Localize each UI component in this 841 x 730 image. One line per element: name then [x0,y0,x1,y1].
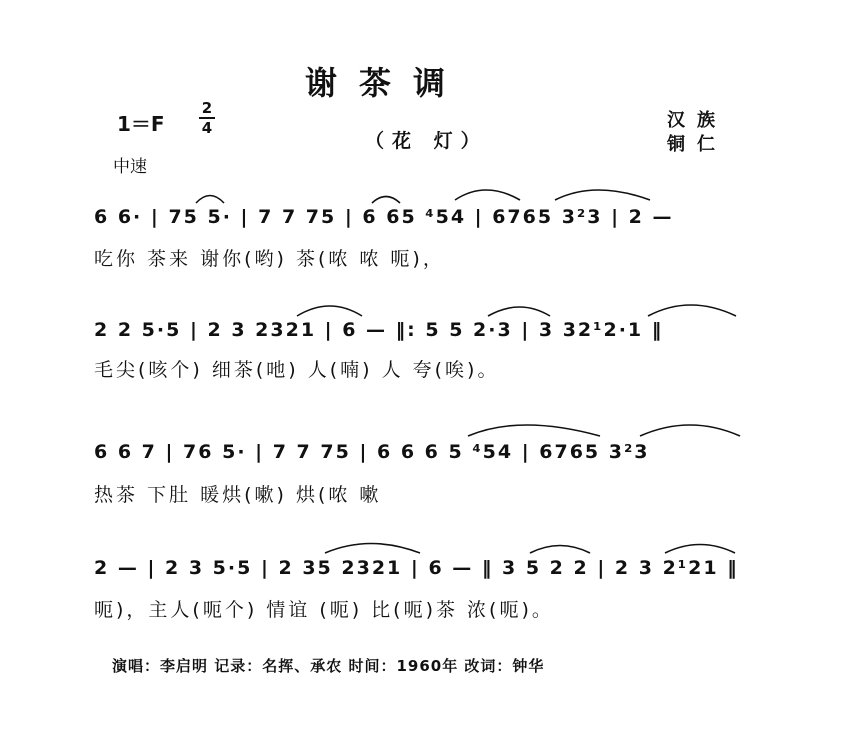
score-line-2-notes: 2 2 5·5 | 2 3 2321 | 6 — ‖: 5 5 2·3 | 3 32¹2·1 ‖ [94,319,664,341]
slur [196,196,224,204]
score-line-4-notes: 2 — | 2 3 5·5 | 2 35 2321 | 6 — ‖ 3 5 2 2 | 2 3 2¹21 ‖ [94,557,739,579]
meter-bottom: 4 [201,119,213,137]
slur [297,306,362,316]
slur [555,190,650,200]
score-line-3-lyrics: 热茶 下肚 暖烘(嗽) 烘(哝 嗽 [94,484,382,506]
score-line-1-lyrics: 吃你 茶来 谢你(哟) 茶(哝 哝 呃)， [94,248,445,270]
slur [488,307,550,316]
slur [530,546,590,554]
meter-top: 2 [201,99,213,117]
slur [468,425,600,436]
score-line-3-notes: 6 6 7 | 76 5· | 7 7 75 | 6 6 6 5 ⁴54 | 6765 3²3 [94,441,650,463]
song-title: 谢茶调 [305,64,468,102]
key-signature: 1＝F [117,112,165,136]
score-line-1-notes: 6 6· | 75 5· | 7 7 75 | 6 65 ⁴54 | 6765 3²3 | 2 — [94,206,674,228]
slur [372,197,400,204]
credits-line: 演唱：李启明 记录：名挥、承农 时间：1960年 改词：钟华 [112,657,545,675]
slur [455,190,520,200]
score-line-4-lyrics: 呃)，主人(呃个) 情谊 (呃) 比(呃)茶 浓(呃)。 [94,599,554,621]
score-line-2-lyrics: 毛尖(咳个) 细茶(吔) 人(喃) 人 夸(唉)。 [94,359,500,381]
slur [648,305,736,316]
tempo-marking: 中速 [113,157,147,177]
ethnicity-label: 汉族 [667,110,727,131]
place-label: 铜仁 [667,134,727,155]
song-subtitle: （花 灯） [365,130,488,152]
slur [665,545,735,554]
slur [640,425,740,436]
slur [325,544,420,554]
